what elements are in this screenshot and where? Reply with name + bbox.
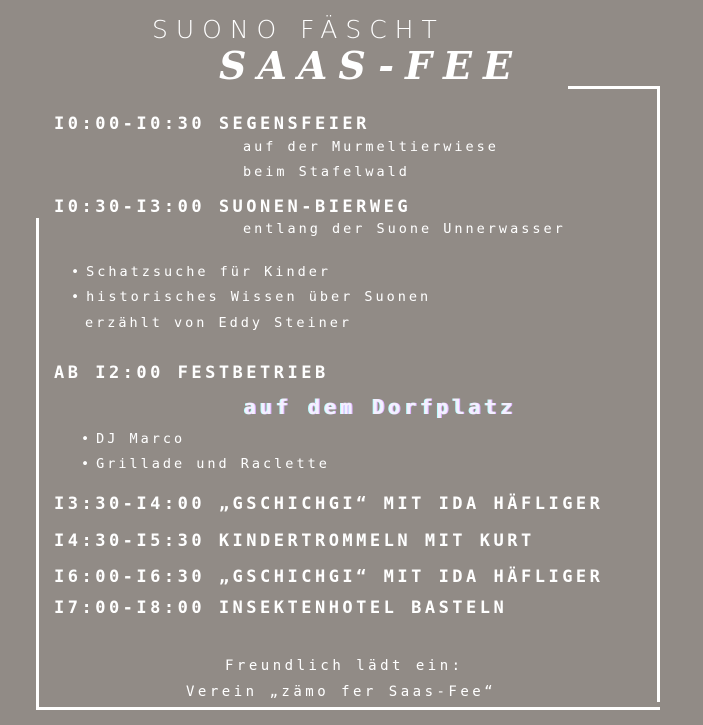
schedule-item-1-time: I0:00-I0:30 SEGENSFEIER	[54, 114, 370, 134]
schedule-item-1-detail-2: beim Stafelwald	[243, 164, 410, 180]
schedule-item-4-time: I3:30-I4:00 „GSCHICHGI“ MIT IDA HÄFLIGER	[54, 494, 604, 514]
schedule-item-2-bullet-2-cont: erzählt von Eddy Steiner	[85, 315, 353, 331]
schedule-item-2-bullet-1: • Schatzsuche für Kinder	[71, 264, 331, 280]
schedule-item-1-detail-1: auf der Murmeltierwiese	[243, 139, 499, 155]
schedule-item-6-time: I6:00-I6:30 „GSCHICHGI“ MIT IDA HÄFLIGER	[54, 567, 604, 587]
schedule-item-2-detail-1: entlang der Suone Unnerwasser	[243, 221, 566, 237]
frame-line-top	[568, 86, 660, 89]
schedule-item-3-location: auf dem Dorfplatz	[244, 395, 517, 419]
schedule-item-3-time: AB I2:00 FESTBETRIEB	[54, 363, 329, 383]
schedule-item-3-bullet-1: • DJ Marco	[81, 431, 185, 447]
event-subtitle: SUONO FÄSCHT	[152, 15, 445, 44]
event-title: SAAS-FEE	[219, 43, 523, 88]
frame-line-bottom	[36, 707, 660, 710]
schedule-item-3-bullet-2: • Grillade und Raclette	[81, 456, 330, 472]
schedule-item-7-time: I7:00-I8:00 INSEKTENHOTEL BASTELN	[54, 598, 508, 618]
schedule-item-2-bullet-2: • historisches Wissen über Suonen	[71, 289, 431, 305]
schedule-item-2-time: I0:30-I3:00 SUONEN-BIERWEG	[54, 197, 412, 217]
schedule-item-5-time: I4:30-I5:30 KINDERTROMMELN MIT KURT	[54, 531, 535, 551]
frame-line-left	[36, 218, 39, 710]
footer-invite: Freundlich lädt ein:	[225, 658, 464, 674]
footer-organizer: Verein „zämo fer Saas-Fee“	[186, 684, 497, 700]
frame-line-right	[657, 86, 660, 702]
